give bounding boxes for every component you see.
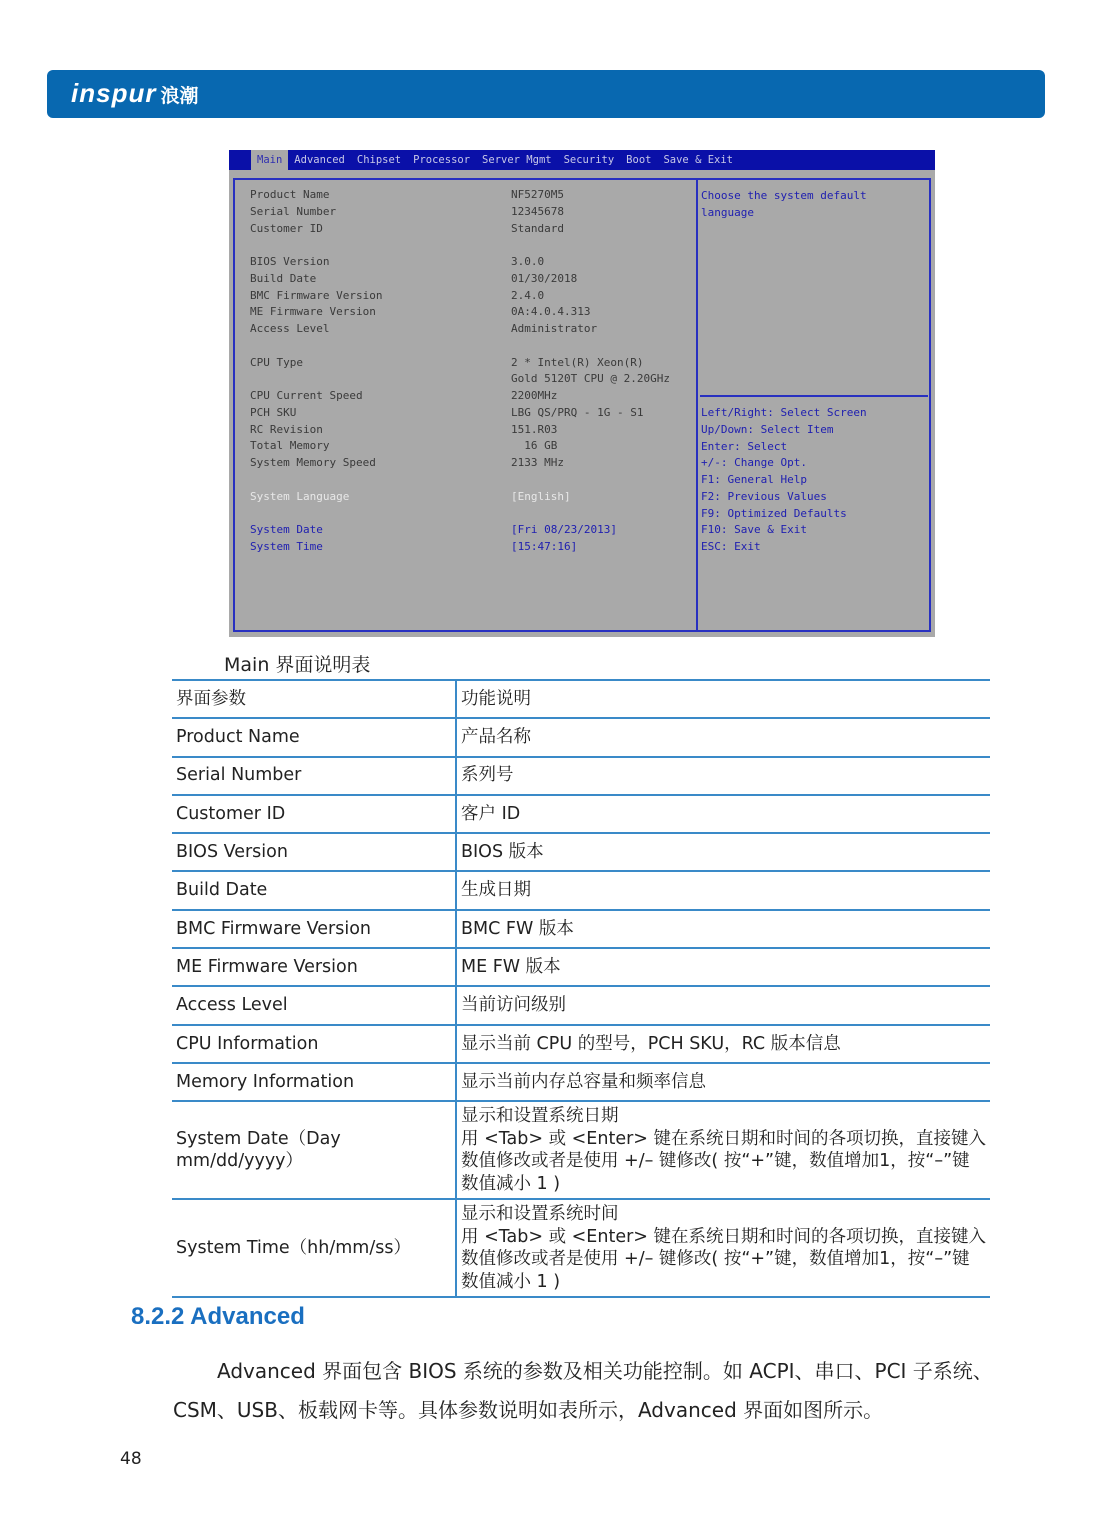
divider [696, 178, 698, 632]
desc-cell: 显示当前内存总容量和频率信息 [456, 1063, 990, 1101]
bios-label: Build Date [250, 271, 317, 285]
bios-info-list [250, 188, 670, 557]
bios-row [250, 238, 670, 255]
key-hint: +/-: Change Opt. [701, 456, 807, 470]
param-cell: Memory Information [172, 1063, 456, 1101]
bios-row [250, 506, 670, 523]
desc-cell: ME FW 版本 [456, 948, 990, 986]
bios-value: [Fri 08/23/2013] [511, 523, 617, 536]
bios-value: 0A:4.0.4.313 [511, 305, 591, 319]
key-hint: F10: Save & Exit [701, 523, 807, 537]
header-cell: 界面参数 [172, 680, 456, 718]
table-row [172, 1101, 990, 1199]
bios-row [250, 423, 670, 440]
bios-tab-save-exit[interactable]: Save & Exit [663, 154, 734, 166]
param-cell: Access Level [172, 986, 456, 1024]
param-cell: Customer ID [172, 795, 456, 833]
bios-value: Administrator [511, 322, 598, 335]
bios-value: [English] [511, 489, 571, 503]
desc-cell: BMC FW 版本 [456, 910, 990, 948]
bios-label: PCH SKU [250, 405, 297, 419]
param-cell: Product Name [172, 718, 456, 756]
table-row [172, 718, 990, 756]
bios-value: NF5270M5 [511, 188, 564, 201]
header-bar [47, 70, 1045, 118]
bios-label: BIOS Version [250, 255, 330, 268]
table-row [172, 757, 990, 795]
bios-tab-chipset[interactable]: Chipset [356, 154, 402, 166]
desc-cell: BIOS 版本 [456, 833, 990, 871]
bios-value: 12345678 [511, 204, 564, 218]
bios-label: Customer ID [250, 221, 323, 235]
inspur-logo: inspur 浪潮 [71, 78, 199, 108]
bios-label: BMC Firmware Version [250, 288, 383, 302]
desc-line: 显示和设置系统日期 [461, 1106, 619, 1127]
bios-label: Total Memory [250, 439, 330, 453]
bios-row [250, 305, 670, 322]
bios-row [250, 490, 670, 507]
desc-line: 用 <Tab> 或 <Enter> 键在系统日期和时间的各项切换，直接键入数值修改或者是使用 +/– 键修改( 按“+”键，数值增加1，按“–”键数值减小 1 ) [461, 1128, 986, 1194]
bios-label: System Date [250, 523, 323, 536]
bios-row [250, 339, 670, 356]
desc-cell: 产品名称 [456, 718, 990, 756]
table-row [172, 948, 990, 986]
bios-label: CPU Current Speed [250, 389, 363, 402]
bios-menu-bar [229, 150, 935, 170]
bios-value: 151.R03 [511, 422, 558, 436]
header-cell: 功能说明 [456, 680, 990, 718]
desc-line: 显示和设置系统时间 [461, 1204, 619, 1225]
bios-tab-main[interactable]: Main [251, 150, 288, 170]
bios-row [250, 255, 670, 272]
bios-row [250, 222, 670, 239]
bios-row [250, 272, 670, 289]
bios-row [250, 188, 670, 205]
desc-cell: 显示当前 CPU 的型号，PCH SKU，RC 版本信息 [456, 1025, 990, 1063]
bios-value: 3.0.0 [511, 255, 545, 268]
bios-row [250, 372, 670, 389]
desc-cell: 生成日期 [456, 871, 990, 909]
bios-screenshot [229, 150, 935, 637]
bios-row [250, 322, 670, 339]
bios-row [250, 523, 670, 540]
bios-value: 2200MHz [511, 389, 558, 402]
table-row [172, 1063, 990, 1101]
bios-value: Gold 5120T CPU @ 2.20GHz [511, 372, 670, 386]
table-header-row [172, 680, 990, 718]
table-row [172, 910, 990, 948]
key-hint: Enter: Select [701, 439, 788, 453]
bios-value: Standard [511, 221, 564, 235]
bios-label [250, 372, 511, 389]
bios-label [250, 506, 511, 523]
param-cell: ME Firmware Version [172, 948, 456, 986]
bios-key-legend [701, 405, 867, 556]
bios-label: Serial Number [250, 204, 337, 218]
main-params-table [172, 679, 990, 1298]
param-cell: System Time（hh/mm/ss） [172, 1199, 456, 1297]
bios-row [250, 473, 670, 490]
param-cell: Build Date [172, 871, 456, 909]
bios-row [250, 456, 670, 473]
bios-row [250, 289, 670, 306]
section-paragraph: Advanced 界面包含 BIOS 系统的参数及相关功能控制。如 ACPI、串口、PCI 子系统、CSM、USB、板载网卡等。具体参数说明如表所示，Advanced 界面如图所示。 [173, 1359, 993, 1422]
key-hint: F1: General Help [701, 473, 807, 486]
bios-label: System Time [250, 539, 323, 553]
bios-label: System Language [250, 489, 350, 503]
key-hint: F9: Optimized Defaults [701, 506, 847, 520]
table-row [172, 1199, 990, 1297]
param-cell: BIOS Version [172, 833, 456, 871]
page-number: 48 [120, 1449, 142, 1469]
bios-value: 2133 MHz [511, 456, 564, 469]
desc-cell [456, 1199, 990, 1297]
bios-label: CPU Type [250, 355, 303, 369]
desc-line: 用 <Tab> 或 <Enter> 键在系统日期和时间的各项切换，直接键入数值修改或者是使用 +/– 键修改( 按“+”键，数值增加1，按“–”键数值减小 1 ) [461, 1226, 986, 1292]
bios-row [250, 540, 670, 557]
key-hint: Up/Down: Select Item [701, 422, 834, 436]
bios-value: LBG QS/PRQ - 1G - S1 [511, 405, 644, 419]
param-cell: BMC Firmware Version [172, 910, 456, 948]
bios-tab-security[interactable]: Security [563, 154, 615, 166]
bios-row [250, 406, 670, 423]
key-hint: Left/Right: Select Screen [701, 406, 867, 419]
bios-label: Product Name [250, 188, 330, 201]
desc-cell [456, 1101, 990, 1199]
bios-label: Access Level [250, 322, 330, 335]
bios-value: [15:47:16] [511, 539, 578, 553]
table-row [172, 986, 990, 1024]
table-row [172, 795, 990, 833]
table-row [172, 833, 990, 871]
bios-label [250, 339, 511, 356]
bios-value: 2 * Intel(R) Xeon(R) [511, 355, 644, 369]
bios-label [250, 238, 511, 255]
table-row [172, 871, 990, 909]
key-hint: ESC: Exit [701, 540, 761, 553]
bios-row [250, 356, 670, 373]
bios-row [250, 205, 670, 222]
param-cell: System Date（Day mm/dd/yyyy） [172, 1101, 456, 1199]
bios-row [250, 389, 670, 406]
param-cell: CPU Information [172, 1025, 456, 1063]
table-caption: Main 界面说明表 [224, 654, 371, 676]
bios-label [250, 473, 511, 490]
bios-label: System Memory Speed [250, 456, 376, 469]
bios-tab-boot[interactable]: Boot [626, 154, 652, 166]
bios-tab-server-mgmt[interactable]: Server Mgmt [482, 154, 552, 166]
bios-label: ME Firmware Version [250, 305, 376, 319]
bios-tab-advanced[interactable]: Advanced [294, 154, 345, 166]
section-heading: 8.2.2 Advanced [131, 1303, 305, 1330]
bios-value: 01/30/2018 [511, 271, 578, 285]
desc-cell: 系列号 [456, 757, 990, 795]
desc-cell: 当前访问级别 [456, 986, 990, 1024]
bios-help-text: Choose the system default language [701, 189, 867, 219]
key-hint: F2: Previous Values [701, 489, 827, 503]
bios-label: RC Revision [250, 422, 323, 436]
desc-cell: 客户 ID [456, 795, 990, 833]
bios-tab-processor[interactable]: Processor [413, 154, 471, 166]
bios-row [250, 439, 670, 456]
divider [700, 395, 928, 397]
bios-value: 2.4.0 [511, 288, 545, 302]
param-cell: Serial Number [172, 757, 456, 795]
bios-value: 16 GB [511, 439, 558, 453]
table-row [172, 1025, 990, 1063]
